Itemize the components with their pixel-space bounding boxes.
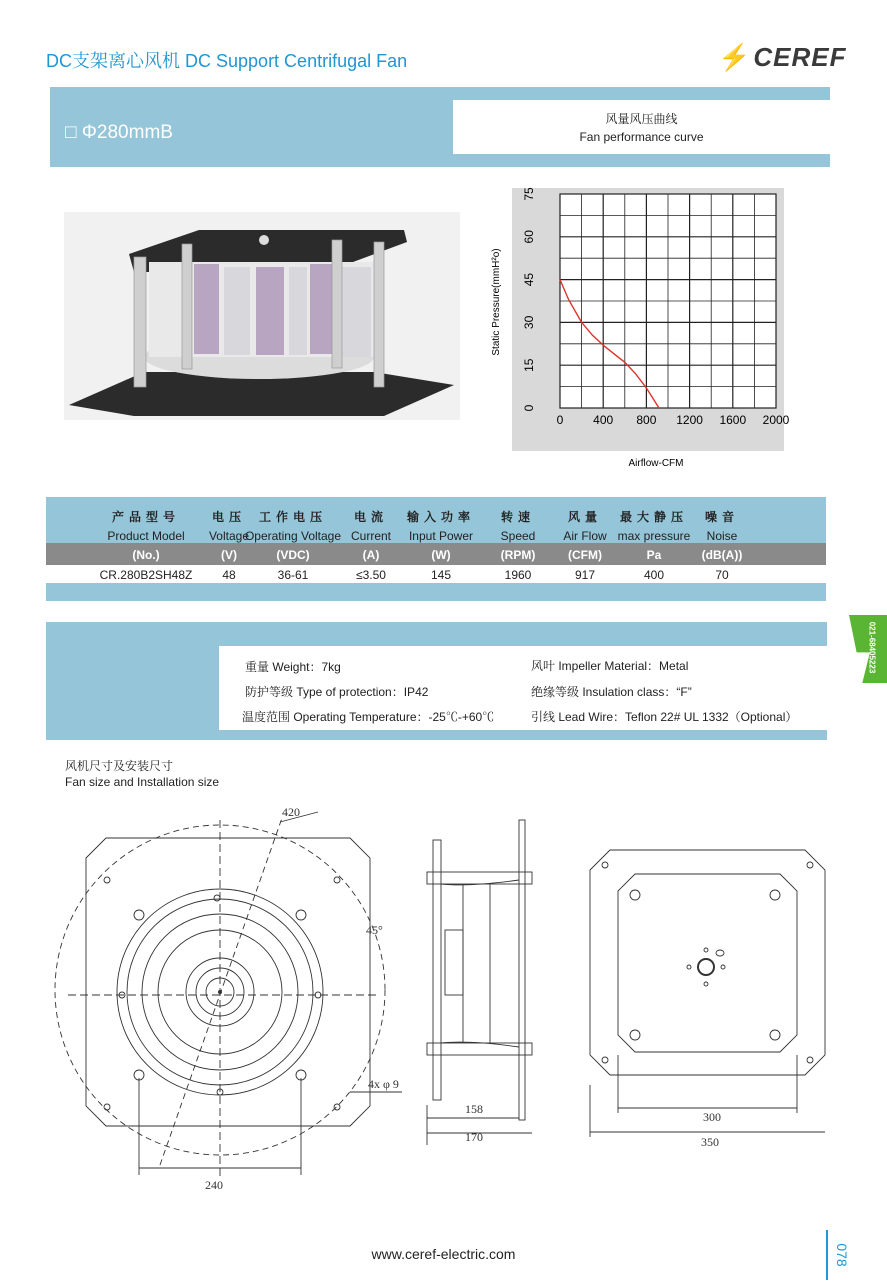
front-view-drawing bbox=[50, 800, 410, 1200]
spec-protection: 防护等级 Type of protection：IP42 bbox=[245, 685, 429, 699]
header-zh-4: 输入功率 bbox=[406, 510, 475, 524]
spec-impeller: 风叶 Impeller Material：Metal bbox=[531, 659, 689, 673]
x-axis-label: Airflow-CFM bbox=[628, 458, 684, 469]
table-cell: 48 bbox=[222, 568, 236, 582]
dim-170: 170 bbox=[465, 1130, 483, 1144]
x-tick-label: 1200 bbox=[676, 413, 703, 427]
bottom-view-drawing bbox=[585, 845, 830, 1150]
header-en-4: Input Power bbox=[408, 529, 474, 543]
model-heading bbox=[65, 122, 173, 144]
contact-phone: 021-68405223 bbox=[867, 621, 877, 674]
header-zh-5: 转速 bbox=[500, 510, 535, 524]
y-tick-label: 30 bbox=[522, 315, 536, 330]
y-tick-label: 0 bbox=[522, 404, 536, 412]
title-zh: DC支架离心风机 bbox=[46, 51, 180, 71]
footer-url[interactable]: www.ceref-electric.com bbox=[371, 1246, 516, 1262]
header-en-8: Noise bbox=[706, 529, 738, 543]
specs-top-band bbox=[46, 622, 827, 646]
y-tick-label: 15 bbox=[522, 358, 536, 372]
unit-3: (A) bbox=[362, 548, 380, 562]
header-zh-1: 电压 bbox=[211, 510, 246, 524]
spec-weight: 重量 Weight：7kg bbox=[245, 660, 341, 674]
table-cell: ≤3.50 bbox=[356, 568, 386, 582]
side-view-drawing bbox=[415, 815, 545, 1145]
header-en-1: Voltage bbox=[208, 529, 250, 543]
unit-1: (V) bbox=[221, 548, 237, 562]
unit-2: (VDC) bbox=[276, 548, 310, 562]
dim-240: 240 bbox=[205, 1178, 223, 1192]
header-en-0: Product Model bbox=[107, 529, 185, 543]
ceref-logo: ⚡CEREF bbox=[718, 42, 847, 72]
spec-table bbox=[46, 497, 826, 583]
page-title bbox=[46, 47, 407, 73]
curve-title-en: Fan performance curve bbox=[579, 130, 704, 144]
unit-5: (RPM) bbox=[500, 548, 536, 562]
curve-title-box bbox=[453, 100, 830, 154]
header-en-7: max pressure bbox=[617, 529, 691, 543]
y-axis-label: Static Pressure(mmH²o) bbox=[491, 248, 502, 356]
y-tick-label: 45 bbox=[522, 272, 536, 287]
table-cell: 70 bbox=[715, 568, 729, 582]
table-cell: 400 bbox=[643, 568, 665, 582]
installation-title-en: Fan size and Installation size bbox=[65, 775, 220, 789]
model-name: Φ280mmB bbox=[81, 122, 173, 143]
header-en-3: Current bbox=[350, 529, 391, 543]
specs-bottom-band bbox=[46, 730, 827, 740]
dim-300: 300 bbox=[703, 1110, 721, 1124]
y-tick-label: 60 bbox=[522, 230, 536, 244]
y-tick-label: 75 bbox=[522, 187, 536, 201]
dim-angle: 45° bbox=[366, 923, 383, 937]
x-tick-label: 1600 bbox=[719, 413, 747, 427]
dim-holes: 4x φ 9 bbox=[368, 1077, 399, 1091]
header-en-6: Air Flow bbox=[563, 529, 607, 543]
header-en-2: Operating Voltage bbox=[244, 529, 342, 543]
table-cell: 36-61 bbox=[277, 568, 309, 582]
header-zh-6: 风量 bbox=[567, 510, 602, 524]
x-tick-label: 800 bbox=[636, 413, 657, 427]
table-cell: 917 bbox=[574, 568, 596, 582]
unit-7: Pa bbox=[646, 548, 662, 562]
unit-8: (dB(A)) bbox=[701, 548, 743, 562]
table-footer-band bbox=[46, 583, 826, 601]
title-en: DC Support Centrifugal Fan bbox=[185, 51, 408, 71]
unit-0: (No.) bbox=[132, 548, 160, 562]
table-cell: CR.280B2SH48Z bbox=[99, 568, 193, 582]
spec-temperature: 温度范围 Operating Temperature：-25℃-+60℃ bbox=[242, 710, 495, 724]
header-zh-0: 产品型号 bbox=[111, 510, 180, 524]
dim-420: 420 bbox=[282, 805, 300, 819]
installation-title-zh: 风机尺寸及安装尺寸 bbox=[65, 759, 174, 773]
spec-insulation: 绝缘等级 Insulation class：“F” bbox=[531, 685, 692, 699]
dim-350: 350 bbox=[701, 1135, 719, 1149]
specs-left-band bbox=[46, 646, 219, 734]
header-en-5: Speed bbox=[500, 529, 536, 543]
chart-grid bbox=[560, 194, 776, 408]
dim-158: 158 bbox=[465, 1102, 483, 1116]
unit-6: (CFM) bbox=[568, 548, 602, 562]
x-tick-label: 2000 bbox=[762, 413, 790, 427]
header-zh-3: 电流 bbox=[353, 510, 388, 524]
lightning-icon: ⚡ bbox=[718, 42, 752, 72]
curve-title-zh: 风量风压曲线 bbox=[605, 112, 678, 126]
page-number: 078 bbox=[834, 1243, 850, 1267]
performance-chart bbox=[488, 187, 790, 478]
spec-lead-wire: 引线 Lead Wire：Teflon 22# UL 1332（Optional） bbox=[531, 710, 798, 724]
table-cell: 145 bbox=[430, 568, 452, 582]
header-zh-8: 噪音 bbox=[704, 510, 739, 524]
header-zh-2: 工作电压 bbox=[258, 510, 327, 524]
table-cell: 1960 bbox=[504, 568, 532, 582]
x-tick-label: 400 bbox=[593, 413, 614, 427]
checkbox-icon: □ bbox=[65, 122, 77, 143]
unit-4: (W) bbox=[431, 548, 451, 562]
x-tick-label: 0 bbox=[556, 413, 564, 427]
fan-product-image bbox=[64, 212, 460, 420]
header-zh-7: 最大静压 bbox=[619, 510, 688, 524]
